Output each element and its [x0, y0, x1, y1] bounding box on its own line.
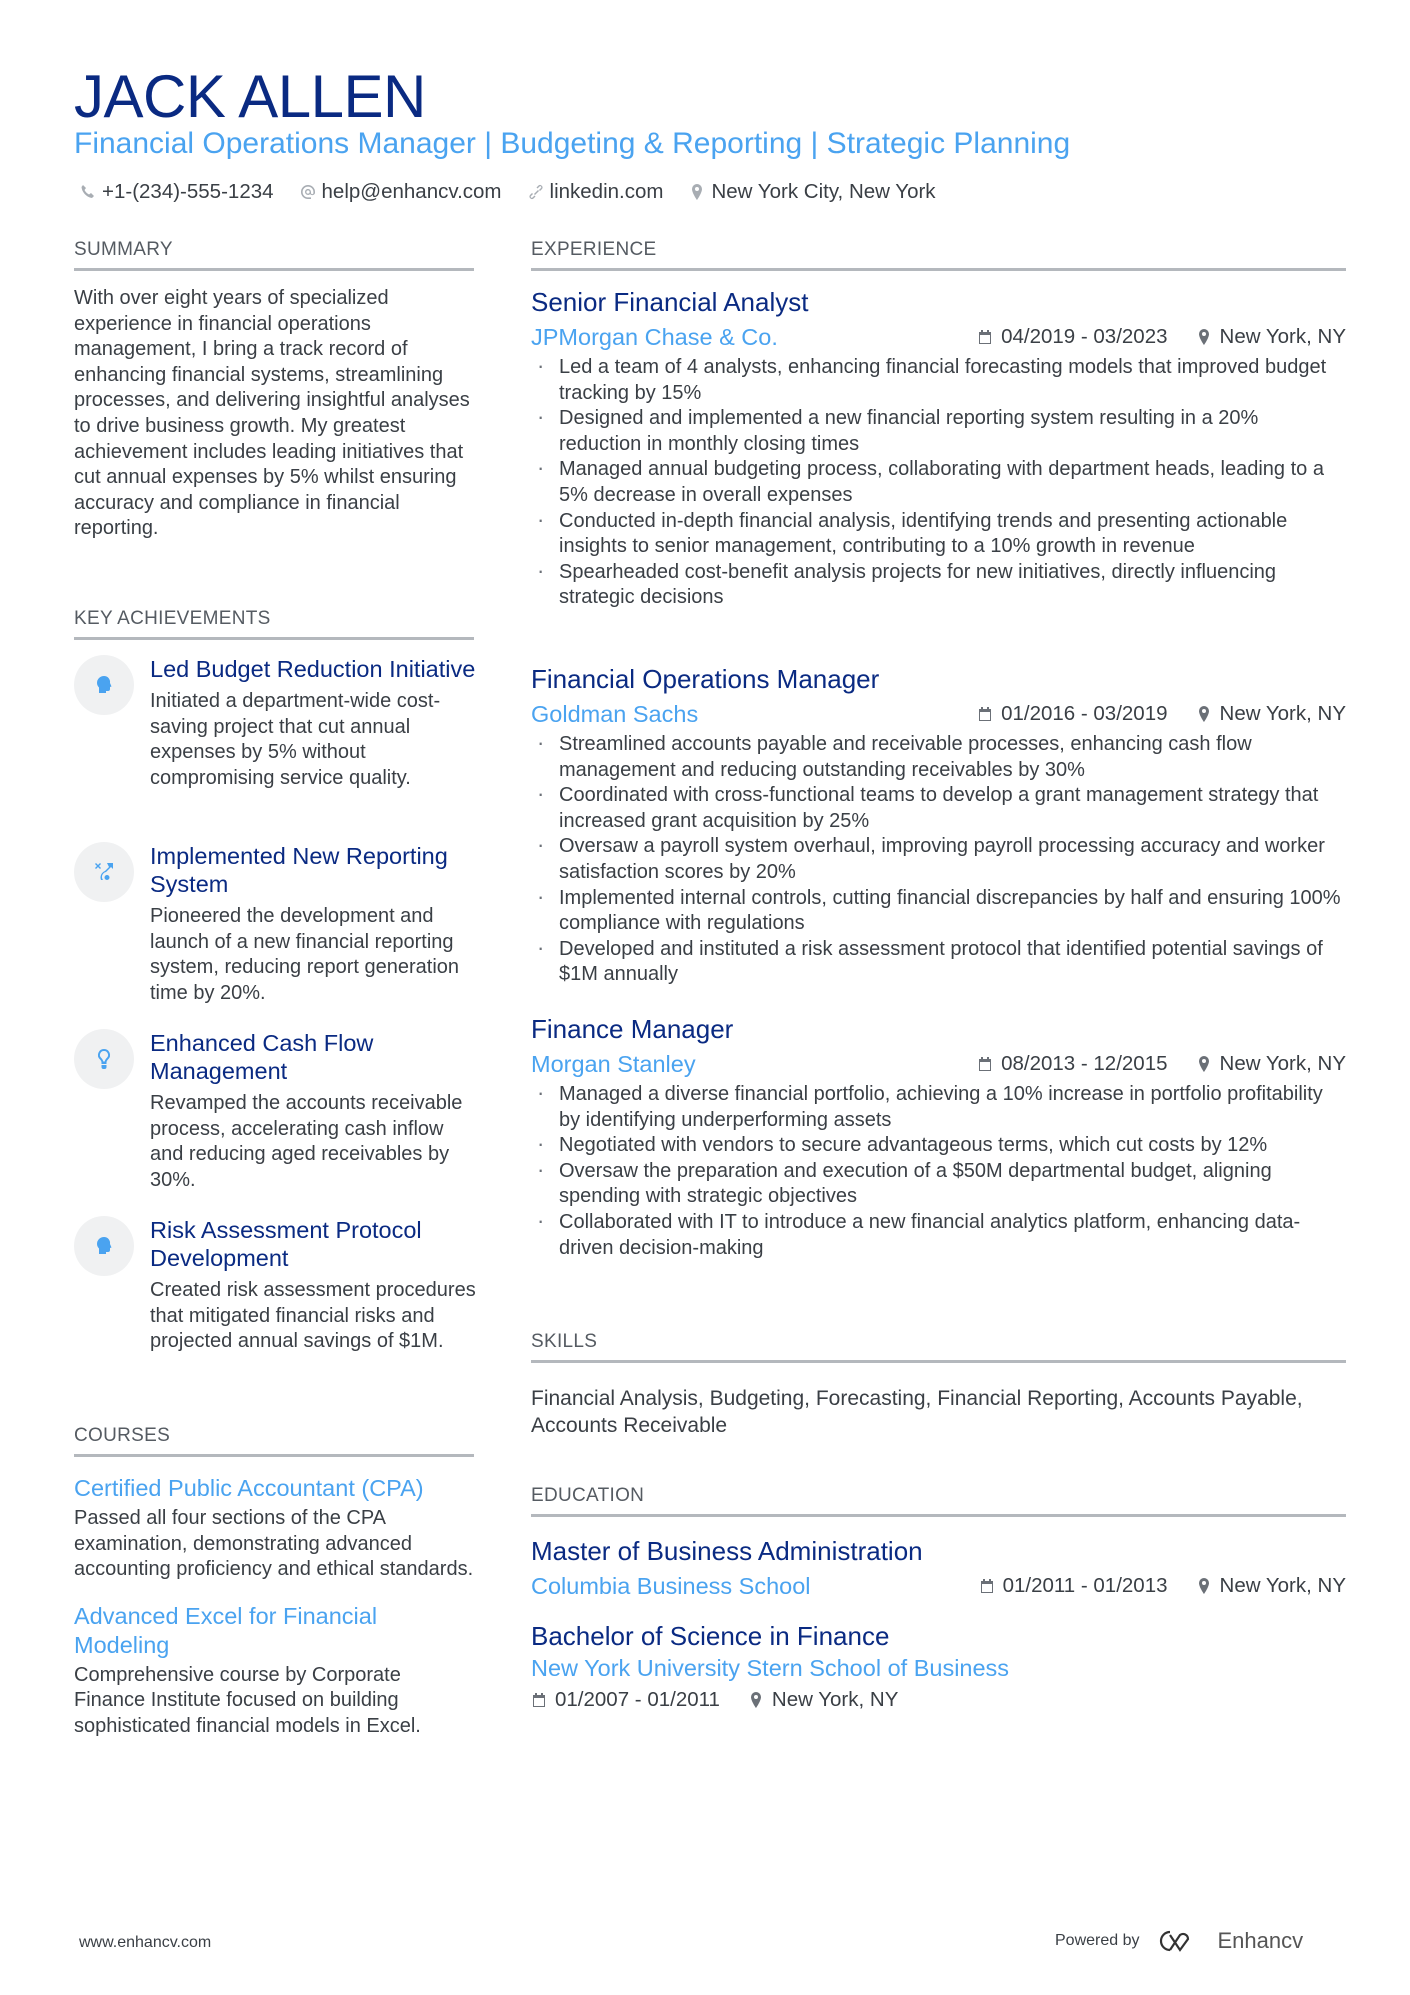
bullet-item: · Managed annual budgeting process, collaborating with department heads, leading to a 5% decrease in overall expenses [531, 457, 1346, 508]
job-title: Financial Operations Manager [531, 664, 880, 694]
summary-text: With over eight years of specialized experience in financial operations management, I bring a track record of enhancing financial systems, streamlining processes, and delivering insightful analyses to drive business growth. My greatest achievement includes leading initiatives that cut annual expenses by 5% whilst ensuring accuracy and compliance in financial reporting. [74, 287, 470, 540]
job-dates: 01/2016 - 03/2019 [1001, 702, 1168, 725]
footer-website[interactable]: www.enhancv.com [79, 1934, 212, 1951]
achievement-title: Risk Assessment Protocol Development [150, 1217, 422, 1271]
calendar-icon [979, 1578, 995, 1594]
job-bullets [531, 732, 1346, 988]
job-dates: 04/2019 - 03/2023 [1001, 325, 1168, 348]
section-heading: SKILLS [531, 1330, 1346, 1363]
bullet-item: · Spearheaded cost-benefit analysis projects for new initiatives, directly influencing strategic decisions [531, 560, 1346, 611]
location-icon [1196, 329, 1212, 345]
company-name: JPMorgan Chase & Co. [531, 323, 778, 350]
brand-name: Enhancv [1217, 1928, 1304, 1953]
achievement-desc: Created risk assessment procedures that mitigated financial risks and projected annual savings of $1M. [150, 1279, 476, 1353]
location-icon [1196, 1578, 1212, 1594]
strategy-icon [92, 860, 116, 884]
candidate-title: Financial Operations Manager | Budgeting & Reporting | Strategic Planning [74, 127, 1071, 160]
contact-bar [80, 178, 936, 206]
job-bullets [531, 1082, 1346, 1261]
bullet-item: · Oversaw the preparation and execution of a $50M departmental budget, aligning spending with strategic objectives [531, 1159, 1346, 1210]
section-heading: COURSES [74, 1424, 474, 1457]
school: New York University Stern School of Business [531, 1655, 1010, 1681]
lightbulb-icon [92, 1047, 116, 1071]
education-section [531, 1484, 1346, 1712]
skills-section [531, 1330, 1346, 1439]
location-icon [1196, 1056, 1212, 1072]
courses-section [74, 1424, 474, 1740]
section-heading: SUMMARY [74, 238, 474, 271]
job-location: New York, NY [1219, 325, 1346, 348]
job-bullets [531, 355, 1346, 611]
achievement-title: Led Budget Reduction Initiative [150, 656, 476, 682]
achievement-title: Implemented New Reporting System [150, 843, 448, 897]
phone-icon [80, 184, 96, 200]
at-icon [300, 184, 316, 200]
contact-phone: +1-(234)-555-1234 [80, 178, 274, 206]
job-entry [531, 286, 1346, 611]
education-item: Bachelor of Science in Finance New York University Stern School of Business 01/2007 - 01/2011 New York, NY [531, 1620, 1346, 1712]
head-icon [92, 673, 116, 697]
calendar-icon [531, 1692, 547, 1708]
course-item [74, 1474, 474, 1583]
contact-email[interactable]: help@enhancv.com [300, 178, 502, 206]
achievements-section [74, 607, 474, 1427]
course-desc: Passed all four sections of the CPA examination, demonstrating advanced accounting proficiency and ethical standards. [74, 1507, 474, 1581]
bullet-item: · Developed and instituted a risk assessment protocol that identified potential savings of $1M annually [531, 937, 1346, 988]
link-icon [528, 184, 544, 200]
contact-location: New York City, New York [689, 178, 935, 206]
experience-section [531, 238, 1346, 1298]
location-icon [1196, 706, 1212, 722]
contact-linkedin[interactable]: linkedin.com [528, 178, 664, 206]
job-title: Senior Financial Analyst [531, 287, 809, 317]
bullet-item: · Collaborated with IT to introduce a new financial analytics platform, enhancing data-driven decision-making [531, 1210, 1346, 1261]
location-icon [748, 1692, 764, 1708]
bullet-item: · Led a team of 4 analysts, enhancing financial forecasting models that improved budget tracking by 15% [531, 355, 1346, 406]
section-heading: EDUCATION [531, 1484, 1346, 1517]
job-location: New York, NY [1219, 702, 1346, 725]
bullet-item: · Implemented internal controls, cutting financial discrepancies by half and ensuring 100% compliance with regulations [531, 886, 1346, 937]
enhancv-logo-icon [1156, 1928, 1202, 1954]
bullet-item: · Oversaw a payroll system overhaul, improving payroll processing accuracy and worker satisfaction scores by 20% [531, 834, 1346, 885]
bullet-item: · Streamlined accounts payable and receivable processes, enhancing cash flow management and reducing outstanding receivables by 30% [531, 732, 1346, 783]
company-name: Morgan Stanley [531, 1050, 696, 1077]
calendar-icon [977, 1056, 993, 1072]
bullet-item: · Conducted in-depth financial analysis, identifying trends and presenting actionable insights to senior management, contributing to a 10% growth in revenue [531, 509, 1346, 560]
footer-branding [1055, 1928, 1303, 1954]
education-item: Master of Business Administration Columbia Business School 01/2011 - 01/2013 New York, NY [531, 1536, 1346, 1599]
achievement-desc: Revamped the accounts receivable process, accelerating cash inflow and reducing aged receivables by 30%. [150, 1092, 463, 1191]
powered-by-label: Powered by [1055, 1932, 1140, 1949]
calendar-icon [977, 706, 993, 722]
section-heading: KEY ACHIEVEMENTS [74, 607, 474, 640]
achievement-desc: Pioneered the development and launch of a new financial reporting system, reducing report generation time by 20%. [150, 905, 460, 1004]
degree: Bachelor of Science in Finance [531, 1621, 890, 1651]
school: Columbia Business School [531, 1572, 811, 1599]
company-name: Goldman Sachs [531, 700, 699, 727]
achievement-title: Enhanced Cash Flow Management [150, 1030, 374, 1084]
bullet-item: · Coordinated with cross-functional teams to develop a grant management strategy that increased grant acquisition by 25% [531, 783, 1346, 834]
bullet-item: · Designed and implemented a new financial reporting system resulting in a 20% reduction in monthly closing times [531, 406, 1346, 457]
job-entry [531, 1013, 1346, 1261]
head-icon [92, 1234, 116, 1258]
candidate-name: JACK ALLEN [74, 63, 426, 130]
job-entry [531, 663, 1346, 988]
course-title: Advanced Excel for Financial Modeling [74, 1602, 378, 1658]
summary-section [74, 238, 474, 542]
achievement-desc: Initiated a department-wide cost-saving project that cut annual expenses by 5% without compromising service quality. [150, 690, 441, 789]
skills-text: Financial Analysis, Budgeting, Forecasting, Financial Reporting, Accounts Payable, Accounts Receivable [531, 1387, 1303, 1437]
bullet-item: · Managed a diverse financial portfolio, achieving a 10% increase in portfolio profitability by identifying underperforming assets [531, 1082, 1346, 1133]
course-desc: Comprehensive course by Corporate Finance Institute focused on building sophisticated financial models in Excel. [74, 1663, 421, 1737]
course-title: Certified Public Accountant (CPA) [74, 1475, 424, 1501]
course-item [74, 1602, 474, 1740]
bullet-item: · Negotiated with vendors to secure advantageous terms, which cut costs by 12% [531, 1133, 1346, 1159]
job-title: Finance Manager [531, 1014, 734, 1044]
degree: Master of Business Administration [531, 1536, 923, 1566]
location-icon [689, 184, 705, 200]
job-dates: 08/2013 - 12/2015 [1001, 1052, 1168, 1075]
calendar-icon [977, 329, 993, 345]
job-location: New York, NY [1219, 1052, 1346, 1075]
section-heading: EXPERIENCE [531, 238, 1346, 271]
